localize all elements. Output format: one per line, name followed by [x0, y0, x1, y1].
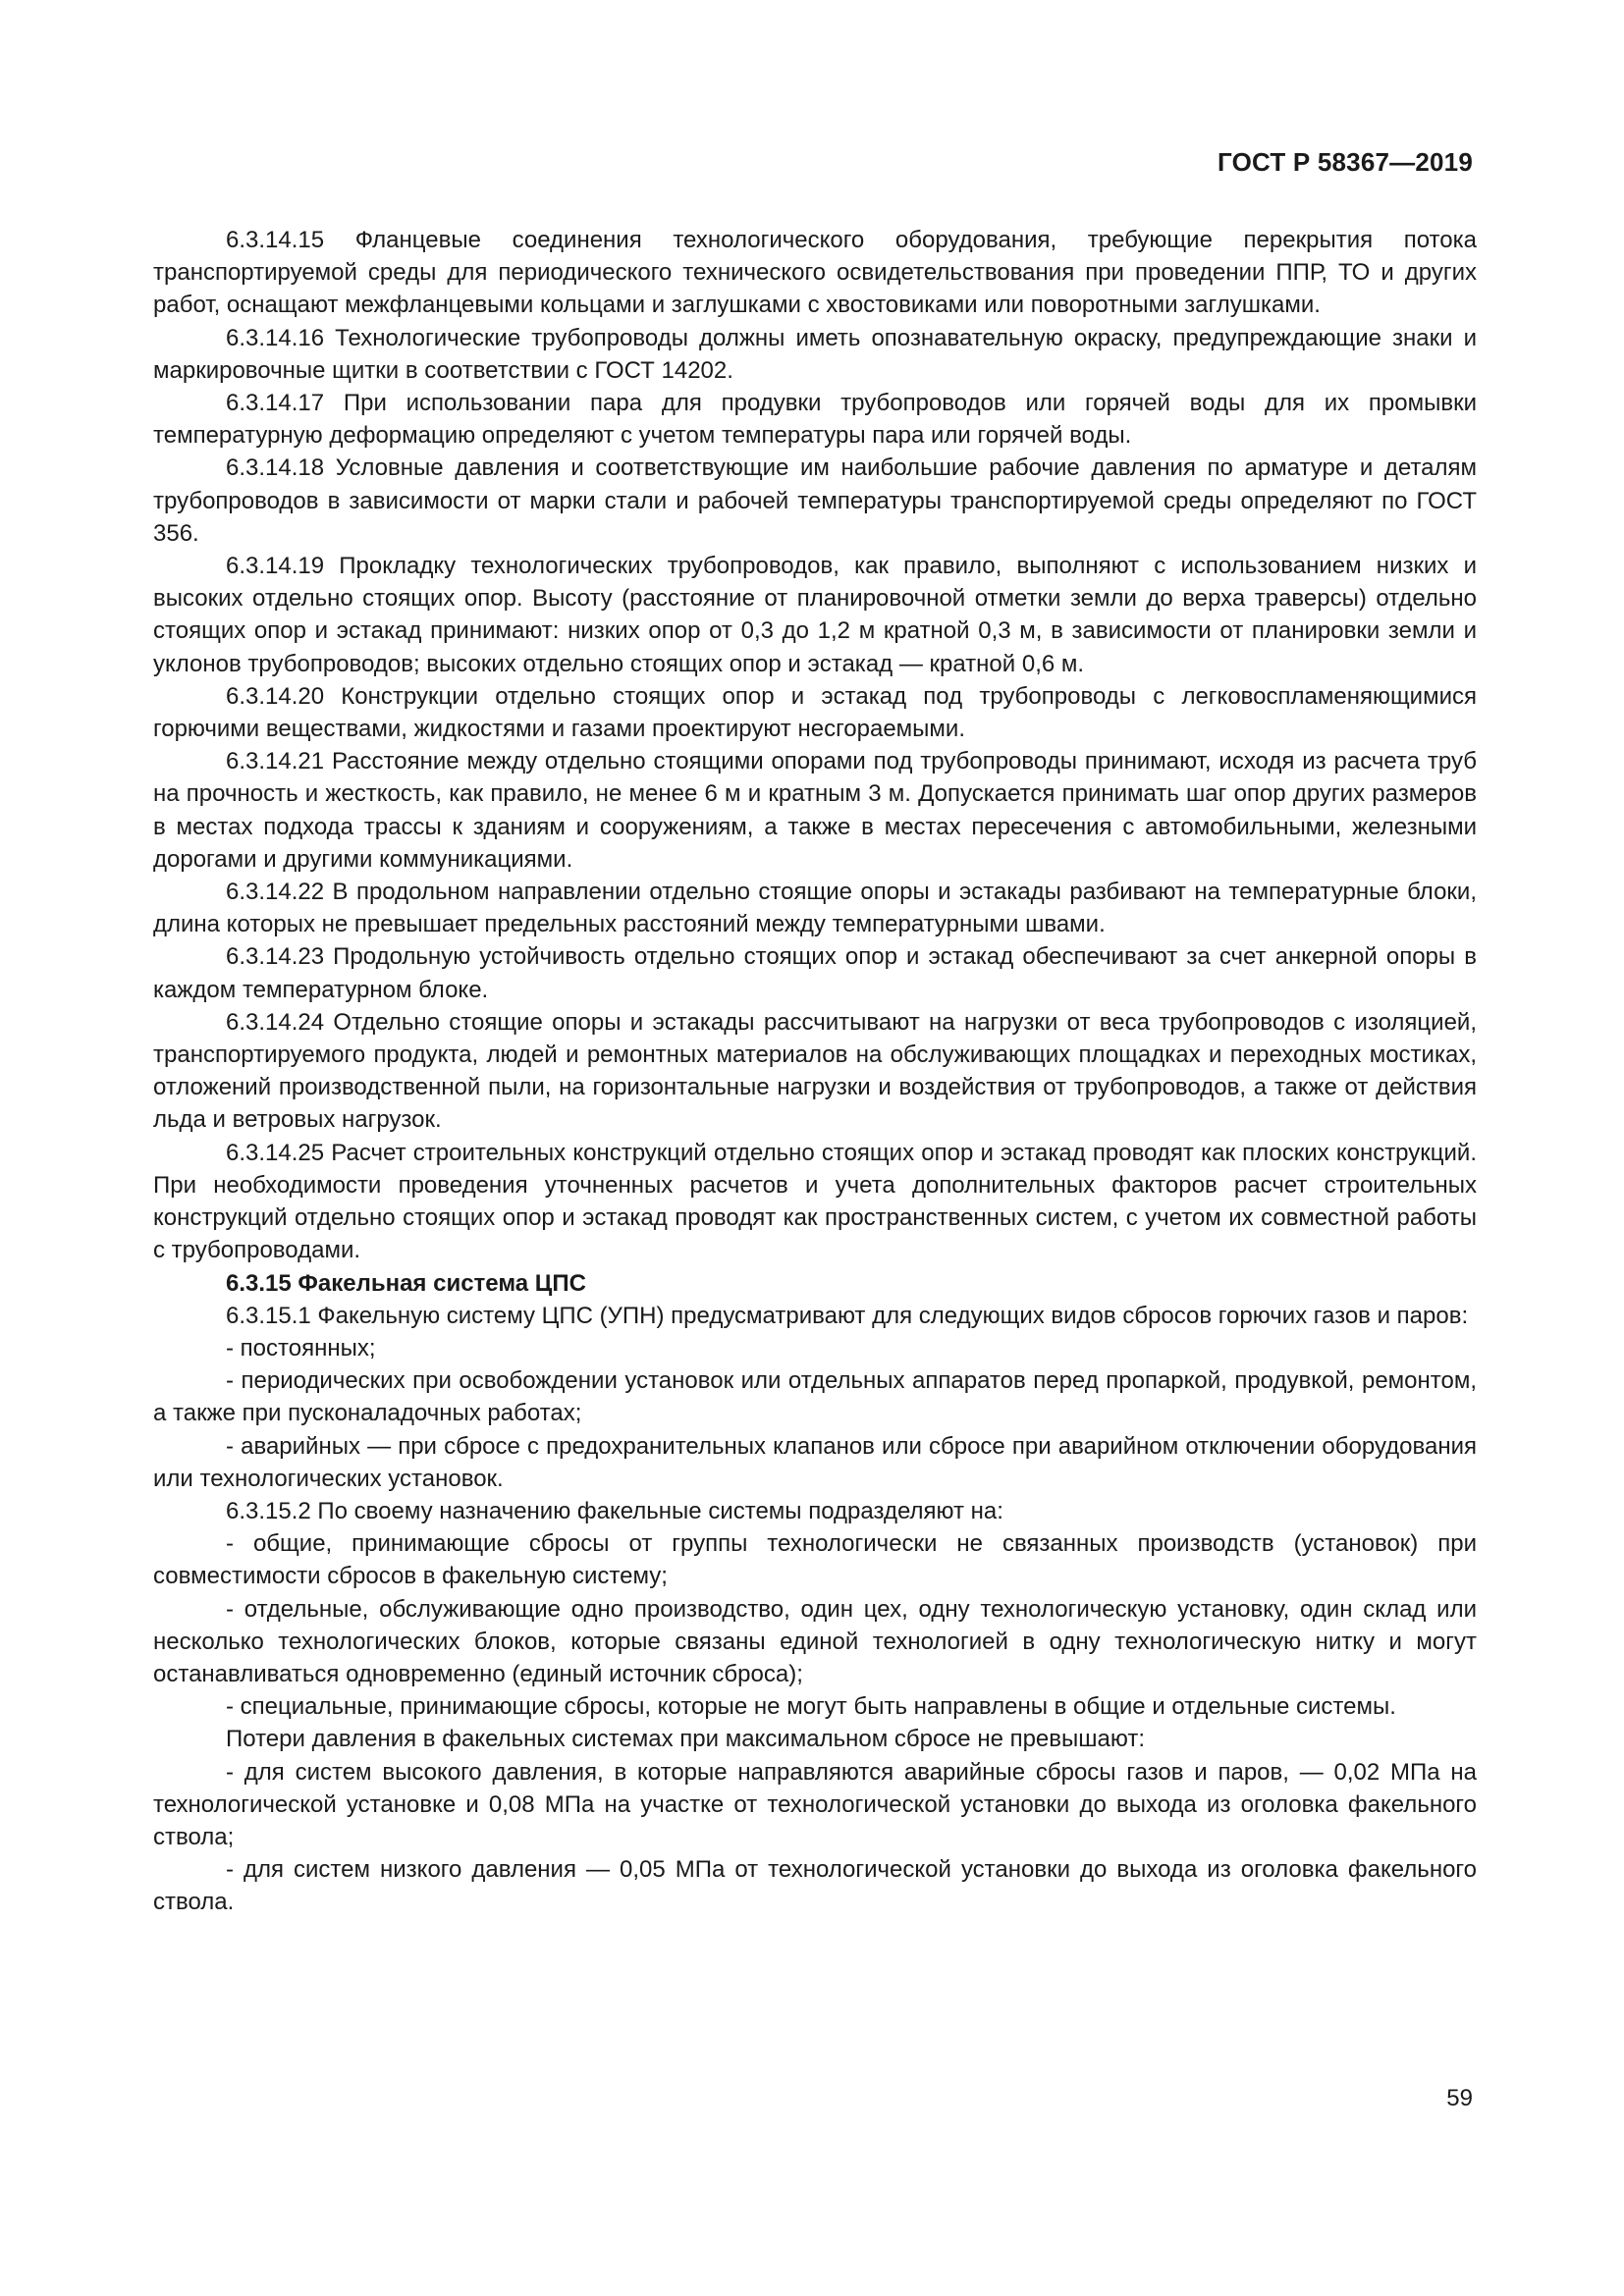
paragraph: - аварийных — при сбросе с предохранительных клапанов или сбросе при аварийном отключении оборудования или технологических установок. [153, 1432, 1477, 1492]
paragraph: 6.3.14.18 Условные давления и соответствующие им наибольшие рабочие давления по арматуре и деталям трубопроводов в зависимости от марки стали и рабочей температуры транспортируемой среды определяют по ГОСТ 356. [153, 454, 1477, 547]
paragraph: 6.3.14.24 Отдельно стоящие опоры и эстакады рассчитывают на нагрузки от веса трубопроводов с изоляцией, транспортируемого продукта, людей и ремонтных материалов на обслуживающих площадках и переходных мостиках, отложений производственной пыли, на горизонтальные нагрузки и воздействия от трубопроводов, а также от действия льда и ветровых нагрузок. [153, 1008, 1477, 1134]
paragraph: 6.3.14.21 Расстояние между отдельно стоящими опорами под трубопроводы принимают, исходя из расчета труб на прочность и жесткость, как правило, не менее 6 м и кратным 3 м. Допускается принимать шаг опор других размеров в местах подхода трассы к зданиям и сооружениям, а также в местах пересечения с автомобильными, железными дорогами и другими коммуникациями. [153, 748, 1477, 873]
paragraph: 6.3.14.25 Расчет строительных конструкций отдельно стоящих опор и эстакад проводят как плоских конструкций. При необходимости проведения уточненных расчетов и учета дополнительных факторов расчет строительных конструкций отдельно стоящих опор и эстакад проводят как пространственных систем, с учетом их совместной работы с трубопроводами. [153, 1139, 1477, 1264]
paragraph: 6.3.14.20 Конструкции отдельно стоящих опор и эстакад под трубопроводы с легковоспламеняющимися горючими веществами, жидкостями и газами проектируют несгораемыми. [153, 682, 1477, 743]
paragraph: Потери давления в факельных системах при максимальном сбросе не превышают: [226, 1726, 1146, 1753]
paragraph: 6.3.14.17 При использовании пара для продувки трубопроводов или горячей воды для их промывки температурную деформацию определяют с учетом температуры пара или горячей воды. [153, 390, 1477, 450]
paragraph: 6.3.15.2 По своему назначению факельные системы подразделяют на: [226, 1497, 1003, 1524]
paragraph: - постоянных; [226, 1334, 376, 1362]
section-heading: 6.3.15 Факельная система ЦПС [226, 1269, 586, 1297]
paragraph: 6.3.14.23 Продольную устойчивость отдельно стоящих опор и эстакад обеспечивают за счет анкерной опоры в каждом температурном блоке. [153, 943, 1477, 1003]
paragraph: 6.3.14.19 Прокладку технологических трубопроводов, как правило, выполняют с использованием низких и высоких отдельно стоящих опор. Высоту (расстояние от планировочной отметки земли до верха траверсы) отдельно стоящих опор и эстакад принимают: низких опор от 0,3 до 1,2 м кратной 0,3 м, в зависимости от планировки земли и уклонов трубопроводов; высоких отдельно стоящих опор и эстакад — кратной 0,6 м. [153, 553, 1477, 677]
paragraph: - отдельные, обслуживающие одно производство, один цех, одну технологическую установку, один склад или несколько технологических блоков, которые связаны единой технологией в одну технологическую нитку и могут останавливаться одновременно (единый источник сброса); [153, 1595, 1477, 1687]
paragraph: 6.3.14.15 Фланцевые соединения технологического оборудования, требующие перекрытия потока транспортируемой среды для периодического технического освидетельствования при проведении ППР, ТО и других работ, оснащают межфланцевыми кольцами и заглушками с хвостовиками или поворотными заглушками. [153, 227, 1477, 319]
paragraph: - общие, принимающие сбросы от группы технологически не связанных производств (установок) при совместимости сбросов в факельную систему; [153, 1530, 1477, 1590]
standard-header: ГОСТ Р 58367—2019 [1218, 147, 1473, 177]
paragraph: - периодических при освобождении установок или отдельных аппаратов перед пропаркой, продувкой, ремонтом, а также при пусконаладочных работах; [153, 1367, 1477, 1427]
page-number: 59 [1446, 2085, 1473, 2111]
document-body [153, 224, 1477, 1919]
paragraph: 6.3.14.16 Технологические трубопроводы должны иметь опознавательную окраску, предупреждающие знаки и маркировочные щитки в соответствии с ГОСТ 14202. [153, 324, 1477, 384]
paragraph: - для систем низкого давления — 0,05 МПа от технологической установки до выхода из оголовка факельного ствола. [153, 1856, 1477, 1916]
paragraph: - специальные, принимающие сбросы, которые не могут быть направлены в общие и отдельные системы. [226, 1693, 1396, 1721]
paragraph: - для систем высокого давления, в которые направляются аварийные сбросы газов и паров, — 0,02 МПа на технологической установке и 0,08 МПа на участке от технологической установки до выхода из оголовка факельного ствола; [153, 1758, 1477, 1850]
paragraph: 6.3.15.1 Факельную систему ЦПС (УПН) предусматривают для следующих видов сбросов горючих газов и паров: [226, 1302, 1469, 1329]
paragraph: 6.3.14.22 В продольном направлении отдельно стоящие опоры и эстакады разбивают на температурные блоки, длина которых не превышает предельных расстояний между температурными швами. [153, 879, 1477, 938]
